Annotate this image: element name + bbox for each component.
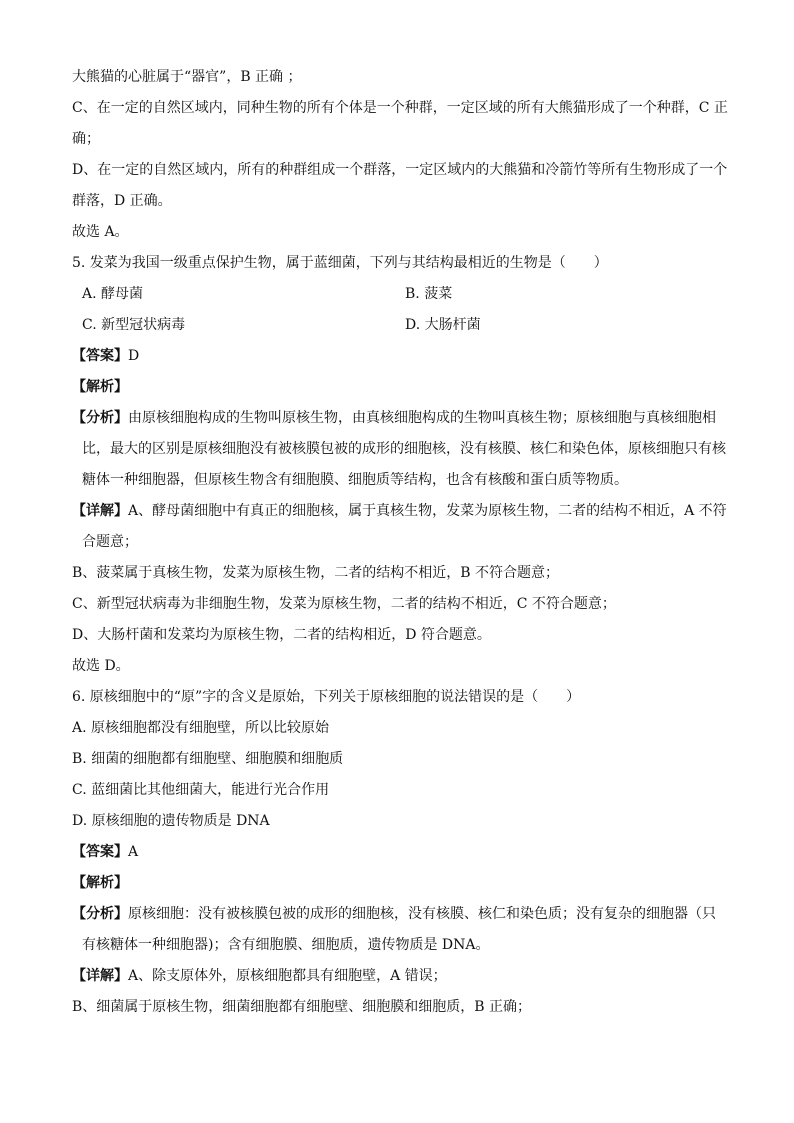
q5-answer [72, 341, 728, 372]
q5-xiangjie-a1 [72, 496, 728, 527]
q6-xj-a-text: A、除支原体外，原核细胞都具有细胞壁，A 错误； [128, 968, 447, 984]
document-page [72, 62, 728, 1023]
q6-option-c: C. 蓝细菌比其他细菌大，能进行光合作用 [72, 782, 330, 798]
q5-choose: 故选 D。 [72, 658, 130, 674]
q5-xj-a-2: 合题意； [82, 534, 138, 550]
q5-fenxi-2: 比，最大的区别是原核细胞没有被核膜包被的成形的细胞核，没有核膜、核仁和染色体，原核细胞只有核 [82, 441, 726, 457]
q5-xj-b: B、菠菜属于真核生物，发菜为原核生物，二者的结构不相近，B 不符合题意； [72, 565, 560, 581]
q6-option-a: A. 原核细胞都没有细胞壁，所以比较原始 [72, 720, 330, 736]
q5-options-row-2 [72, 310, 728, 341]
q5-option-b: B. 菠菜 [405, 286, 453, 302]
q6-fenxi-2: 有核糖体一种细胞器)；含有细胞膜、细胞质，遗传物质是 DNA。 [82, 937, 490, 953]
q6-answer-value: A [128, 844, 139, 860]
q5-answer-value: D [128, 348, 140, 364]
q5-xiangjie-label: 【详解】 [72, 503, 128, 519]
q5-option-d: D. 大肠杆菌 [405, 317, 481, 333]
q5-jiexi-label: 【解析】 [72, 379, 128, 395]
prev-choose: 故选 A。 [72, 224, 129, 240]
q6-fenxi-text-1: 原核细胞：没有被核膜包被的成形的细胞核，没有核膜、核仁和染色质；没有复杂的细胞器（只 [128, 906, 716, 922]
q6-jiexi [72, 868, 728, 899]
q5-stem: 5. 发菜为我国一级重点保护生物，属于蓝细菌，下列与其结构最相近的生物是（ ） [72, 255, 608, 271]
q6-option-b: B. 细菌的细胞都有细胞壁、细胞膜和细胞质 [72, 751, 344, 767]
q5-options-row-1 [72, 279, 728, 310]
q5-answer-label: 【答案】 [72, 348, 128, 364]
q5-fenxi-3: 糖体一种细胞器，但原核生物含有细胞膜、细胞质等结构，也含有核酸和蛋白质等物质。 [82, 472, 628, 488]
q5-fenxi-1 [72, 403, 728, 434]
q6-answer-label: 【答案】 [72, 844, 128, 860]
q6-option-d: D. 原核细胞的遗传物质是 DNA [72, 813, 270, 829]
q6-fenxi-label: 【分析】 [72, 906, 128, 922]
prev-line-1: 大熊猫的心脏属于“器官”，B 正确 ； [72, 69, 302, 85]
q5-xj-d: D、大肠杆菌和发菜均为原核生物，二者的结构相近，D 符合题意。 [72, 627, 491, 643]
q6-jiexi-label: 【解析】 [72, 875, 128, 891]
prev-c-line-1: C、在一定的自然区域内，同种生物的所有个体是一个种群，一定区域的所有大熊猫形成了一个种群，C 正 [72, 100, 728, 116]
q5-fenxi-text-1: 由原核细胞构成的生物叫原核生物，由真核细胞构成的生物叫真核生物；原核细胞与真核细胞相 [128, 410, 716, 426]
q6-answer [72, 837, 728, 868]
q6-xiangjie-a [72, 961, 728, 992]
q6-xiangjie-label: 【详解】 [72, 968, 128, 984]
q5-fenxi-label: 【分析】 [72, 410, 128, 426]
prev-c-line-2: 确； [72, 131, 100, 147]
q6-fenxi-1 [72, 899, 728, 930]
q6-xj-b: B、细菌属于原核生物，细菌细胞都有细胞壁、细胞膜和细胞质，B 正确； [72, 999, 532, 1015]
q5-jiexi [72, 372, 728, 403]
q5-option-a: A. 酵母菌 [82, 286, 144, 302]
prev-d-line-1: D、在一定的自然区域内，所有的种群组成一个群落，一定区域内的大熊猫和冷箭竹等所有生物形成了一个 [72, 162, 728, 178]
q5-option-c: C. 新型冠状病毒 [82, 317, 186, 333]
q6-stem: 6. 原核细胞中的“原”字的含义是原始，下列关于原核细胞的说法错误的是（ ） [72, 689, 581, 705]
prev-d-line-2: 群落，D 正确。 [72, 193, 172, 209]
q5-xj-c: C、新型冠状病毒为非细胞生物，发菜为原核生物，二者的结构不相近，C 不符合题意； [72, 596, 616, 612]
q5-xj-a-text-1: A、酵母菌细胞中有真正的细胞核，属于真核生物，发菜为原核生物，二者的结构不相近，A 不符 [128, 503, 727, 519]
